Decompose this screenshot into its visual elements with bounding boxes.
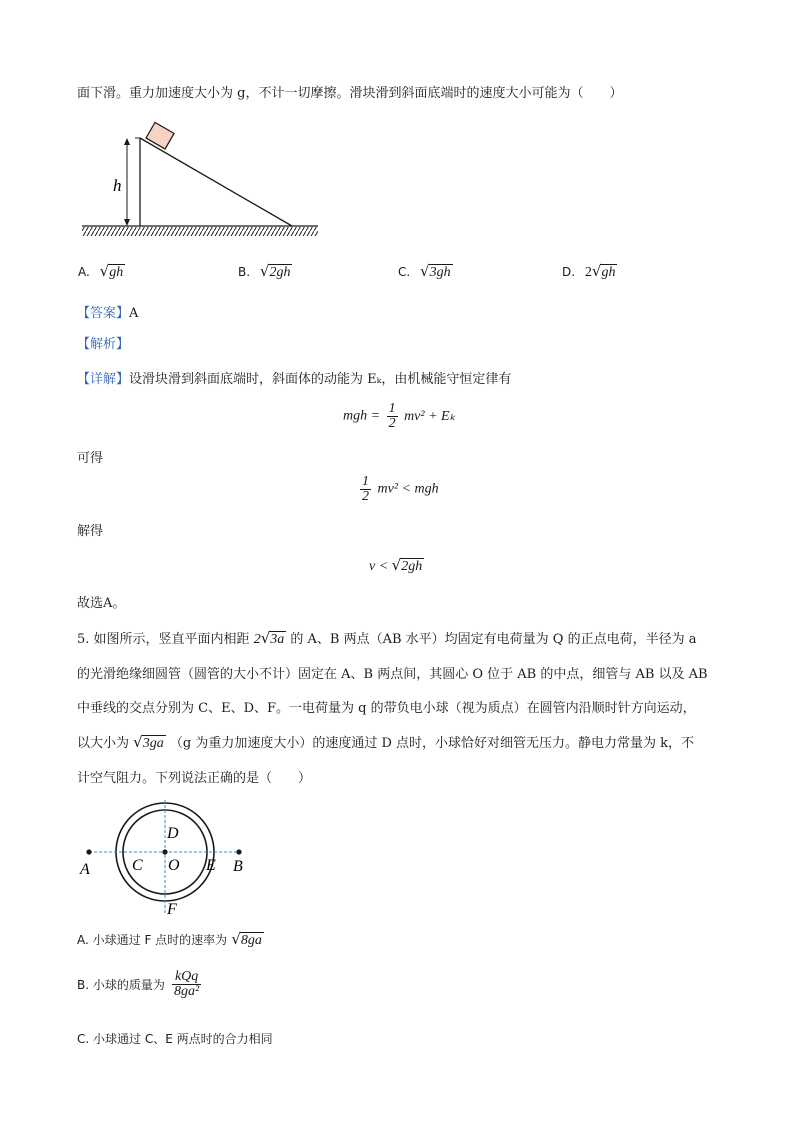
eq1-denominator: 2 [388, 416, 396, 431]
q5-line4-b: （g 为重力加速度大小）的速度通过 D 点时，小球恰好对细管无压力。静电力常量为 k，不 [169, 736, 695, 751]
equation-1 [343, 402, 456, 431]
radical-sign: √ [231, 930, 241, 948]
q5-line1-b: 的 A、B 两点（AB 水平）均固定有电荷量为 Q 的正点电荷，半径为 a [290, 632, 697, 647]
option-radicand: gh [601, 265, 616, 280]
incline-diagram [78, 112, 323, 242]
radical-sign: √ [591, 262, 602, 280]
q5-option-b[interactable] [77, 970, 204, 999]
eq3-radicand: 2gh [401, 559, 423, 574]
q4-option-a[interactable] [78, 262, 125, 281]
slider-block [146, 122, 174, 149]
incline-slope [140, 138, 292, 226]
q5-option-b-numerator: kQq [172, 970, 201, 985]
radical-sign: √ [99, 262, 110, 280]
radical-sign: √ [260, 629, 271, 647]
answer-tag: 【答案】 [77, 306, 130, 321]
option-letter: D. [562, 265, 576, 279]
equation-2 [357, 475, 439, 504]
word-kede: 可得 [77, 451, 104, 466]
q5-option-b-fraction [172, 970, 201, 999]
q4-option-c[interactable] [398, 262, 453, 281]
eq1-left: mgh = [343, 408, 381, 424]
eq3-left: v < [369, 559, 389, 574]
label-b: B [233, 858, 243, 875]
q5-line1-coef: 2 [253, 632, 261, 647]
q5-line-3: 中垂线的交点分别为 C、E、D、F。一电荷量为 q 的带负电小球（视为质点）在圆管内沿顺时针方向运动， [77, 701, 696, 716]
option-radicand: 3gh [429, 265, 451, 280]
option-letter: C. [398, 265, 411, 279]
height-arrow-up [124, 138, 130, 145]
radical-sign: √ [259, 262, 270, 280]
label-e: E [206, 857, 216, 874]
detail-text: 设滑块滑到斜面底端时，斜面体的动能为 Eₖ，由机械能守恒定律有 [129, 372, 512, 387]
option-letter: A. [78, 265, 90, 279]
point-a-dot [86, 849, 91, 854]
option-radicand: gh [109, 265, 124, 280]
q5-line-1 [77, 628, 696, 648]
q4-option-d[interactable] [562, 262, 617, 281]
label-a: A [80, 861, 90, 878]
eq1-fraction [387, 402, 398, 431]
equation-3 [369, 556, 424, 575]
q5-option-a-text: A. 小球通过 F 点时的速率为 [77, 933, 228, 947]
answer-line [77, 302, 138, 321]
word-jiede: 解得 [77, 524, 104, 539]
q5-option-a[interactable] [77, 930, 264, 949]
label-o: O [168, 857, 180, 874]
radical-sign: √ [133, 733, 143, 751]
q5-line4-radicand: 3ga [142, 736, 164, 751]
ring-diagram [75, 800, 255, 920]
eq1-right: mv² + Eₖ [404, 409, 456, 424]
conclusion: 故选A。 [77, 596, 126, 611]
label-f: F [167, 901, 177, 918]
q5-line-4 [77, 732, 694, 752]
eq2-fraction [360, 475, 371, 504]
q5-option-b-denominator: 8ga² [174, 984, 200, 999]
q5-line1-a: 5. 如图所示，竖直平面内相距 [77, 632, 250, 647]
q5-option-b-text: B. 小球的质量为 [77, 978, 165, 992]
eq2-denominator: 2 [362, 489, 369, 504]
q5-line-5: 计空气阻力。下列说法正确的是（ ） [77, 771, 312, 786]
q4-option-b[interactable] [238, 262, 292, 281]
label-c: C [132, 857, 143, 874]
point-o-dot [162, 849, 167, 854]
option-letter: B. [238, 265, 251, 279]
eq2-right: mv² < mgh [377, 481, 439, 497]
radical-sign: √ [391, 556, 402, 574]
label-d: D [167, 825, 179, 842]
detail-line [77, 368, 511, 387]
option-coef: 2 [584, 265, 592, 280]
radical-sign: √ [420, 262, 430, 280]
q5-line4-a: 以大小为 [77, 736, 130, 751]
height-label: h [113, 176, 122, 195]
point-b-dot [236, 849, 241, 854]
eq2-numerator: 1 [362, 474, 369, 489]
answer-value: A [129, 306, 139, 321]
height-arrow-down [124, 219, 130, 226]
detail-tag: 【详解】 [77, 372, 130, 387]
q5-option-a-radicand: 8ga [240, 933, 262, 948]
analysis-tag: 【解析】 [77, 337, 130, 352]
option-radicand: 2gh [269, 265, 291, 280]
q5-option-c[interactable]: C. 小球通过 C、E 两点时的合力相同 [77, 1032, 273, 1046]
q4-stem-tail: 面下滑。重力加速度大小为 g，不计一切摩擦。滑块滑到斜面底端时的速度大小可能为（ ） [77, 86, 623, 101]
eq1-numerator: 1 [388, 401, 396, 416]
q5-line1-radicand: 3a [270, 632, 285, 647]
ground-hatch [82, 227, 318, 236]
q5-line-2: 的光滑绝缘细圆管（圆管的大小不计）固定在 A、B 两点间，其圆心 O 位于 AB 的中点，细管与 AB 以及 AB [77, 667, 708, 682]
